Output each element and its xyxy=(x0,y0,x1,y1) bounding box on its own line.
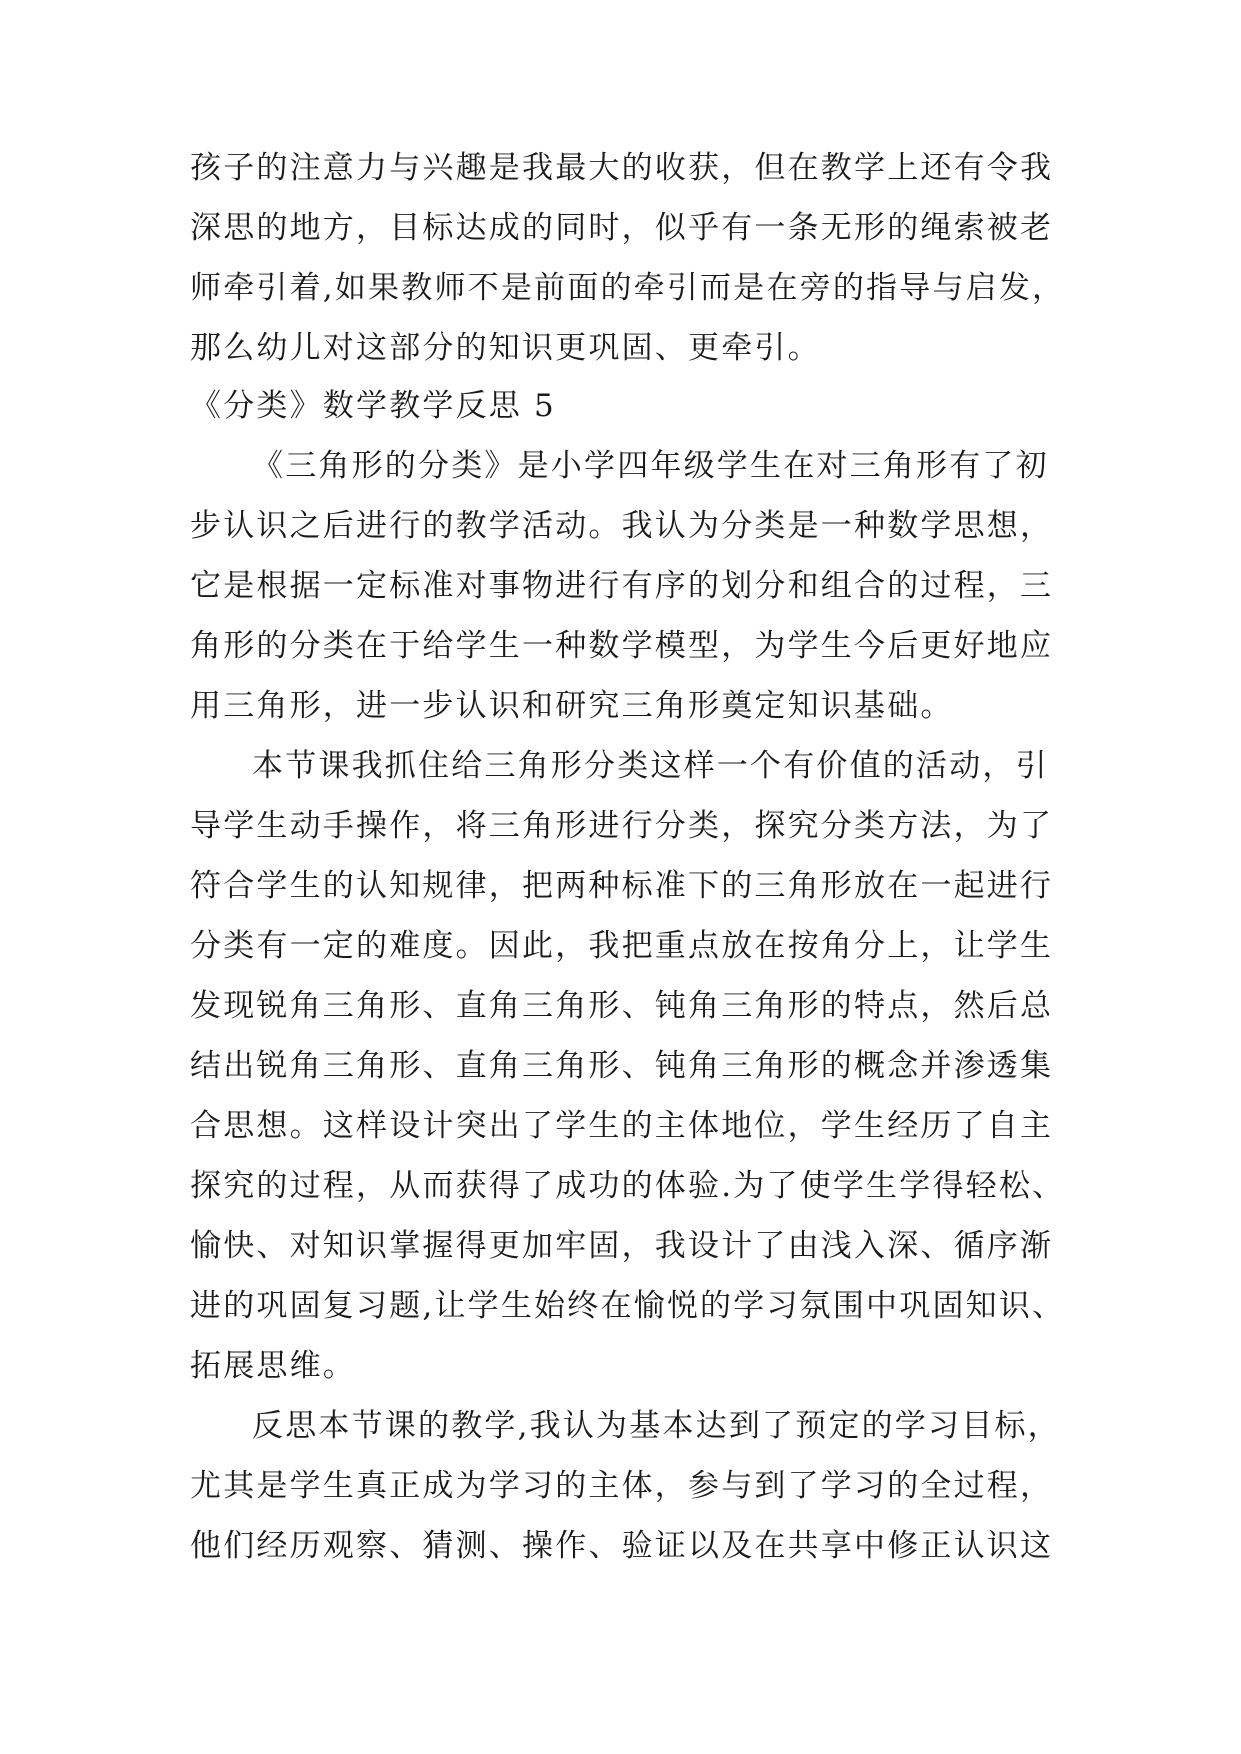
paragraph-2-line: 《三角形的分类》是小学四年级学生在对三角形有了初 xyxy=(252,448,1049,484)
paragraph-3-line: 发现锐角三角形、直角三角形、钝角三角形的特点，然后总 xyxy=(190,988,1054,1024)
paragraph-3-line: 分类有一定的难度。因此，我把重点放在按角分上，让学生 xyxy=(190,928,1054,964)
paragraph-2-line: 它是根据一定标准对事物进行有序的划分和组合的过程，三 xyxy=(190,568,1054,604)
paragraph-3-line: 合思想。这样设计突出了学生的主体地位，学生经历了自主 xyxy=(190,1108,1054,1144)
paragraph-4-line: 反思本节课的教学,我认为基本达到了预定的学习目标， xyxy=(252,1408,1061,1444)
paragraph-3-line: 探究的过程，从而获得了成功的体验.为了使学生学得轻松、 xyxy=(190,1168,1066,1204)
paragraph-3-line: 本节课我抓住给三角形分类这样一个有价值的活动，引 xyxy=(252,748,1049,784)
paragraph-4-line: 他们经历观察、猜测、操作、验证以及在共享中修正认识这 xyxy=(190,1528,1054,1564)
paragraph-2-line: 角形的分类在于给学生一种数学模型，为学生今后更好地应 xyxy=(190,628,1054,664)
paragraph-2-line: 步认识之后进行的教学活动。我认为分类是一种数学思想， xyxy=(190,508,1054,544)
paragraph-4-line: 尤其是学生真正成为学习的主体，参与到了学习的全过程， xyxy=(190,1468,1054,1504)
paragraph-1-line: 师牵引着,如果教师不是前面的牵引而是在旁的指导与启发， xyxy=(190,270,1066,306)
paragraph-3-line: 拓展思维。 xyxy=(190,1348,356,1384)
paragraph-3-line: 导学生动手操作，将三角形进行分类，探究分类方法，为了 xyxy=(190,808,1054,844)
paragraph-3-line: 符合学生的认知规律，把两种标准下的三角形放在一起进行 xyxy=(190,868,1054,904)
section-heading: 《分类》数学教学反思 5 xyxy=(190,388,556,424)
paragraph-3-line: 进的巩固复习题,让学生始终在愉悦的学习氛围中巩固知识、 xyxy=(190,1288,1066,1324)
paragraph-1-line: 深思的地方，目标达成的同时，似乎有一条无形的绳索被老 xyxy=(190,210,1054,246)
paragraph-2-line: 用三角形，进一步认识和研究三角形奠定知识基础。 xyxy=(190,688,954,724)
paragraph-3-line: 愉快、对知识掌握得更加牢固，我设计了由浅入深、循序渐 xyxy=(190,1228,1054,1264)
paragraph-3-line: 结出锐角三角形、直角三角形、钝角三角形的概念并渗透集 xyxy=(190,1048,1054,1084)
paragraph-1-line: 孩子的注意力与兴趣是我最大的收获，但在教学上还有令我 xyxy=(190,150,1054,186)
paragraph-1-line: 那么幼儿对这部分的知识更巩固、更牵引。 xyxy=(190,330,821,366)
